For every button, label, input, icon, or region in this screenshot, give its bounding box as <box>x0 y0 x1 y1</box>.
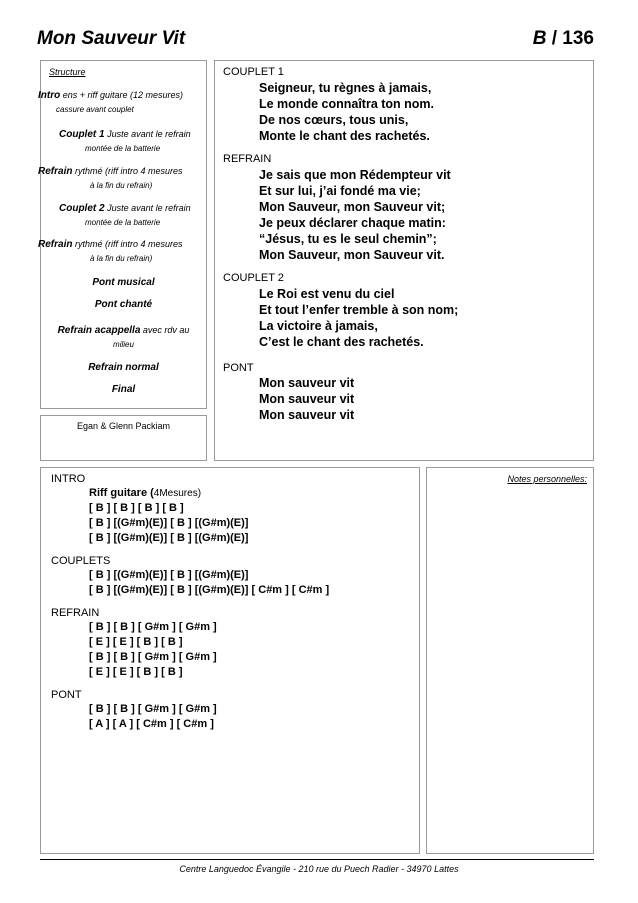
chords-panel <box>40 467 420 854</box>
footer-address: Centre Languedoc Évangile - 210 rue du Puech Radier - 34970 Lattes <box>179 864 459 874</box>
structure-item-intro <box>38 88 208 117</box>
lyric-line: Mon sauveur vit <box>259 376 355 390</box>
lyrics-section-label: COUPLET 1 <box>223 66 284 78</box>
lyric-line: Je peux déclarer chaque matin: <box>259 216 446 230</box>
song-title: Mon Sauveur Vit <box>37 28 186 49</box>
structure-item-refrain-2 <box>38 237 208 266</box>
chord-riff-measures: 4Mesures) <box>153 488 202 499</box>
authors: Egan & Glenn Packiam <box>76 421 171 431</box>
lyric-line: Je sais que mon Rédempteur vit <box>259 168 451 182</box>
footer-divider <box>40 859 594 860</box>
structure-item-sub: cassure avant couplet <box>56 105 134 114</box>
chord-line <box>89 486 201 502</box>
structure-item-refrain-normal <box>41 360 206 375</box>
lyric-line: Seigneur, tu règnes à jamais, <box>259 81 432 95</box>
structure-item-sub: à la fin du refrain) <box>90 254 153 263</box>
structure-item-name: Refrain acappella <box>57 325 141 336</box>
notes-label: Notes personnelles: <box>507 474 587 484</box>
structure-item-couplet1 <box>59 127 191 156</box>
chord-line: [ E ] [ E ] [ B ] [ B ] <box>89 636 183 648</box>
lyric-line: Le Roi est venu du ciel <box>259 287 395 301</box>
lyric-line: De nos cœurs, tous unis, <box>259 113 409 127</box>
lyrics-panel <box>214 60 594 461</box>
chord-riff-label: Riff guitare ( <box>89 487 154 499</box>
structure-item-name: Intro <box>38 90 61 101</box>
structure-item-sub: montée de la batterie <box>85 144 161 153</box>
chord-line: [ B ] [(G#m)(E)] [ B ] [(G#m)(E)] <box>89 517 249 529</box>
lyric-line: Mon sauveur vit <box>259 392 355 406</box>
lyric-line: Mon Sauveur, mon Sauveur vit. <box>259 248 445 262</box>
song-code-number: 136 <box>562 28 594 49</box>
chord-line: [ B ] [ B ] [ G#m ] [ G#m ] <box>89 703 217 715</box>
song-code <box>533 28 594 50</box>
lyric-line: Monte le chant des rachetés. <box>259 129 430 143</box>
lyrics-section-label: COUPLET 2 <box>223 272 284 284</box>
chord-line: [ B ] [(G#m)(E)] [ B ] [(G#m)(E)] <box>89 532 249 544</box>
notes-panel <box>426 467 594 854</box>
lyrics-section-label: REFRAIN <box>223 153 272 165</box>
structure-item-name: Final <box>111 384 136 395</box>
structure-item-note: Juste avant le refrain <box>104 203 191 213</box>
lyric-line: C’est le chant des rachetés. <box>259 335 424 349</box>
structure-item-sub: milieu <box>113 340 134 349</box>
structure-item-sub: à la fin du refrain) <box>90 181 153 190</box>
lyric-line: Et tout l’enfer tremble à son nom; <box>259 303 459 317</box>
structure-heading: Structure <box>49 67 86 77</box>
structure-panel <box>40 60 207 409</box>
structure-item-sub: montée de la batterie <box>85 218 161 227</box>
structure-item-refrain <box>38 164 208 193</box>
structure-item-pont-chante <box>41 297 206 312</box>
authors-panel <box>40 415 207 461</box>
song-code-letter: B <box>532 28 547 49</box>
structure-item-note: rythmé (riff intro 4 mesures <box>72 239 183 249</box>
structure-item-name: Pont musical <box>92 277 155 288</box>
structure-item-name: Pont chanté <box>94 299 153 310</box>
chord-line: [ E ] [ E ] [ B ] [ B ] <box>89 666 183 678</box>
lyric-line: Mon Sauveur, mon Sauveur vit; <box>259 200 446 214</box>
structure-item-final <box>41 382 206 397</box>
lyric-line: La victoire à jamais, <box>259 319 378 333</box>
chord-line: [ B ] [ B ] [ G#m ] [ G#m ] <box>89 651 217 663</box>
chords-section-label: PONT <box>51 689 82 701</box>
structure-item-couplet2 <box>59 201 191 230</box>
song-code-separator: / <box>546 28 563 49</box>
structure-item-name: Couplet 1 <box>59 129 105 140</box>
lyrics-section-label: PONT <box>223 362 254 374</box>
structure-item-pont-musical <box>41 275 206 290</box>
lyric-line: Et sur lui, j’ai fondé ma vie; <box>259 184 421 198</box>
structure-item-name: Refrain <box>38 239 73 250</box>
lyric-line: Le monde connaîtra ton nom. <box>259 97 435 111</box>
chord-line: [ B ] [(G#m)(E)] [ B ] [(G#m)(E)] <box>89 569 249 581</box>
chord-line: [ B ] [(G#m)(E)] [ B ] [(G#m)(E)] [ C#m ] [ C#m ] <box>89 584 330 596</box>
lyric-line: Mon sauveur vit <box>259 408 355 422</box>
lyric-line: “Jésus, tu es le seul chemin”; <box>259 232 437 246</box>
chords-section-label: REFRAIN <box>51 607 100 619</box>
structure-item-note: Juste avant le refrain <box>104 129 191 139</box>
chords-section-label: INTRO <box>51 473 86 485</box>
structure-item-name: Couplet 2 <box>59 203 105 214</box>
structure-item-refrain-acappella <box>41 323 206 352</box>
chords-section-label: COUPLETS <box>51 555 111 567</box>
chord-line: [ B ] [ B ] [ B ] [ B ] <box>89 502 184 514</box>
chord-line: [ A ] [ A ] [ C#m ] [ C#m ] <box>89 718 214 730</box>
structure-item-note: ens + riff guitare (12 mesures) <box>60 90 184 100</box>
structure-item-name: Refrain <box>38 166 73 177</box>
chord-line: [ B ] [ B ] [ G#m ] [ G#m ] <box>89 621 217 633</box>
structure-item-note: avec rdv au <box>140 325 190 335</box>
structure-item-name: Refrain normal <box>88 362 159 373</box>
structure-item-note: rythmé (riff intro 4 mesures <box>72 166 183 176</box>
